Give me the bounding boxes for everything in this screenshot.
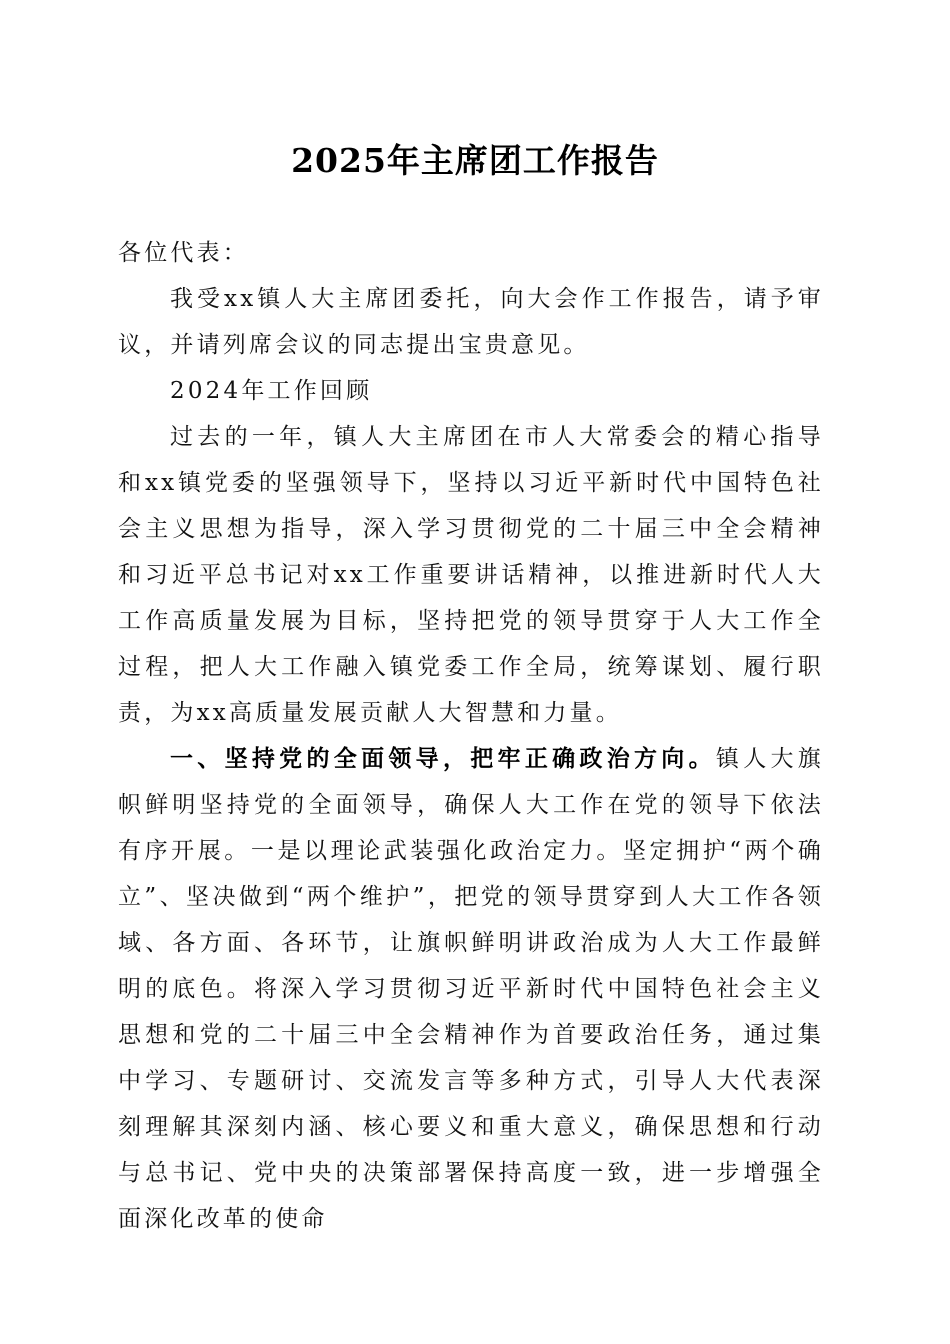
point-one-paragraph [118, 736, 824, 1242]
intro-paragraph: 我受xx镇人大主席团委托，向大会作工作报告，请予审议，并请列席会议的同志提出宝贵意见。 [118, 286, 824, 358]
section-heading: 2024年工作回顾 [170, 378, 373, 404]
salutation: 各位代表： [118, 240, 249, 266]
document-title: 2025年主席团工作报告 [291, 141, 659, 180]
point-one-body: 镇人大旗帜鲜明坚持党的全面领导，确保人大工作在党的领导下依法有序开展。一是以理论武装强化政治定力。坚定拥护“两个确立”、坚决做到“两个维护”，把党的领导贯穿到人大工作各领域、各方面、各环节，让旗帜鲜明讲政治成为人大工作最鲜明的底色。将深入学习贯彻习近平新时代中国特色社会主义思想和党的二十届三中全会精神作为首要政治任务，通过集中学习、专题研讨、交流发言等多种方式，引导人大代表深刻理解其深刻内涵、核心要义和重大意义，确保思想和行动与总书记、党中央的决策部署保持高度一致，进一步增强全面深化改革的使命 [118, 746, 824, 1232]
point-one-heading: 一、坚持党的全面领导，把牢正确政治方向。 [170, 745, 716, 772]
review-paragraph: 过去的一年，镇人大主席团在市人大常委会的精心指导和xx镇党委的坚强领导下，坚持以习近平新时代中国特色社会主义思想为指导，深入学习贯彻党的二十届三中全会精神和习近平总书记对xx工作重要讲话精神，以推进新时代人大工作高质量发展为目标，坚持把党的领导贯穿于人大工作全过程，把人大工作融入镇党委工作全局，统筹谋划、履行职责，为xx高质量发展贡献人大智慧和力量。 [118, 424, 824, 726]
document-body [118, 230, 824, 1242]
